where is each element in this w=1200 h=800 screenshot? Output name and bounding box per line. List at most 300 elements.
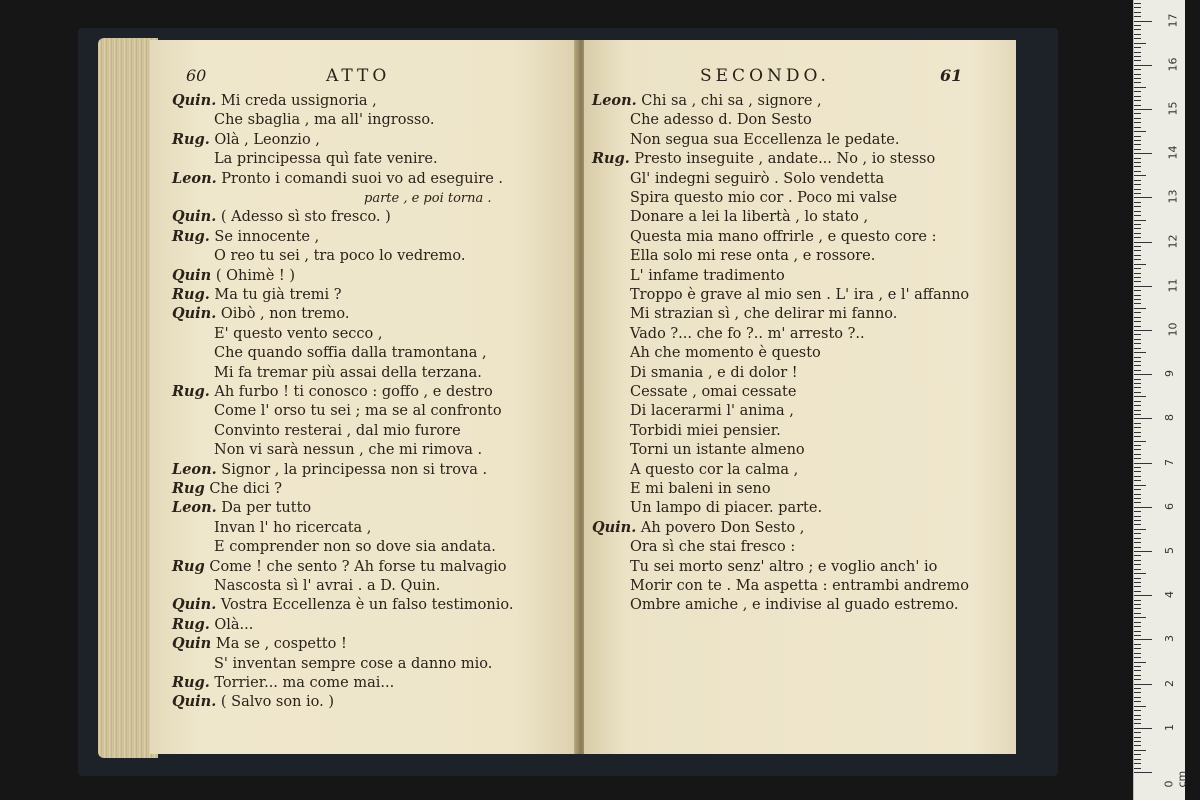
line-text: Pronto i comandi suoi vo ad eseguire . [221,170,503,187]
speaker-name: Quin. [172,208,217,226]
ruler-tick [1134,334,1141,335]
line-text: Ombre amiche , e indivise al guado estremo. [630,597,959,614]
right-page-number: 61 [940,66,963,85]
text-line [630,305,897,323]
speaker-name: Rug [172,557,205,575]
text-line [630,422,781,440]
line-text: Torrier... ma come mai... [214,675,395,691]
ruler-tick [1134,321,1141,322]
ruler-tick [1134,16,1141,17]
ruler-tick [1134,343,1141,344]
line-text: Oibò , non tremo. [220,306,350,323]
ruler-tick [1134,387,1141,388]
ruler-tick [1134,719,1141,720]
ruler-tick [1134,365,1141,366]
ruler-tick [1134,56,1141,57]
ruler-tick [1134,476,1141,477]
speaker-name: Quin [172,635,212,653]
ruler-tick [1134,494,1141,495]
ruler-tick [1134,339,1141,340]
text-line [172,616,253,634]
speaker-name: Leon. [172,460,217,478]
ruler-tick [1134,237,1141,238]
ruler-tick [1134,348,1141,349]
ruler-tick [1134,65,1152,66]
ruler-tick [1134,582,1141,583]
line-text: Gl' indegni seguirò . Solo vendetta [630,170,885,187]
speaker-name: Leon. [172,499,217,517]
ruler-tick [1134,131,1146,132]
ruler-tick [1134,741,1141,742]
ruler-tick [1134,759,1141,760]
speaker-name: Quin [172,266,212,284]
line-text: S' inventan sempre cose a danno mio. [214,655,493,672]
ruler-tick [1134,441,1146,442]
ruler-tick [1134,524,1141,525]
line-text: Vado ?... che fo ?.. m' arresto ?.. [630,325,865,342]
ruler-tick [1134,710,1141,711]
speaker-name: Rug. [172,286,210,303]
ruler-tick [1134,449,1141,450]
ruler-label: 9 [1163,370,1176,378]
speaker-name: Quin. [172,596,217,614]
ruler-tick [1134,626,1141,627]
ruler-label: 7 [1163,458,1176,466]
ruler-tick [1134,379,1141,380]
ruler-tick [1134,3,1141,4]
ruler-label: 8 [1163,414,1176,422]
line-text: E' questo vento secco , [214,325,383,342]
ruler-tick [1134,206,1141,207]
line-text: Di lacerarmi l' anima , [630,403,794,420]
speaker-name: Rug. [592,150,630,168]
ruler-tick [1134,666,1141,667]
ruler-tick [1134,631,1141,632]
text-line [630,286,969,304]
text-line [630,189,897,207]
ruler-tick [1134,74,1141,75]
ruler-tick [1134,463,1152,464]
ruler-label: 4 [1163,591,1176,599]
line-text: Ora sì che stai fresco : [630,539,796,556]
ruler-tick [1134,140,1141,141]
ruler-tick [1134,728,1152,729]
ruler-tick [1134,273,1141,274]
text-line [214,150,438,168]
ruler-tick [1134,299,1141,300]
ruler-tick [1134,688,1141,689]
text-line [630,247,875,265]
ruler-tick [1134,352,1146,353]
ruler-tick [1134,595,1152,596]
text-line [172,131,320,149]
line-text: Ma se , cospetto ! [215,636,347,653]
ruler-tick [1134,662,1146,663]
text-line [592,519,804,537]
ruler-tick [1134,91,1141,92]
text-line [630,499,822,517]
ruler-tick [1134,308,1146,309]
ruler-tick [1134,750,1146,751]
ruler-tick [1134,445,1141,446]
ruler-tick [1134,242,1152,243]
text-line [214,247,465,265]
speaker-name: Quin. [172,693,217,711]
ruler-tick [1134,635,1141,636]
speaker-name: Rug. [172,227,210,245]
measurement-ruler [1133,0,1189,800]
ruler-tick [1134,286,1152,287]
line-text: E mi baleni in seno [630,481,771,497]
line-text: Olà... [214,616,254,633]
text-line [630,402,794,420]
ruler-tick [1134,657,1141,658]
text-line [630,228,936,246]
ruler-tick [1134,361,1141,362]
text-line [172,693,334,711]
ruler-label: 2 [1163,679,1176,687]
line-text: Cessate , omai cessate [630,384,797,400]
ruler-tick [1134,423,1141,424]
ruler-tick [1134,69,1141,70]
line-text: Convinto resterai , dal mio furore [214,422,461,439]
text-line [630,131,899,149]
ruler-tick [1134,370,1141,371]
ruler-tick [1134,684,1152,685]
text-line [630,480,771,498]
text-line [172,499,311,517]
ruler-tick [1134,471,1141,472]
text-line [214,422,461,440]
line-text: Signor , la principessa non si trova . [221,461,488,478]
ruler-tick [1134,149,1141,150]
line-text: Spira questo mio cor . Poco mi valse [630,190,898,206]
ruler-tick [1134,507,1152,508]
line-text: parte , e poi torna . [364,191,492,206]
text-line [172,170,503,188]
right-page [584,40,1016,754]
line-text: Se innocente , [214,228,320,245]
ruler-tick [1134,600,1141,601]
text-line [172,305,349,323]
ruler-tick [1134,144,1141,145]
ruler-tick [1134,586,1141,587]
ruler-label: 14 [1166,145,1180,160]
ruler-label: 3 [1163,635,1176,643]
line-text: Da per tutto [221,500,312,517]
speaker-name: Leon. [172,169,217,187]
line-text: Questa mia mano offrirle , e questo core : [630,228,937,245]
line-text: L' infame tradimento [630,267,785,284]
ruler-tick [1134,644,1141,645]
left-running-header: ATTO [326,66,391,86]
text-line [364,189,492,208]
right-running-header: SECONDO. [700,66,830,86]
ruler-tick [1134,295,1141,296]
text-line [630,558,937,576]
ruler-tick [1134,29,1141,30]
line-text: Come l' orso tu sei ; ma se al confronto [214,403,502,420]
ruler-tick [1134,215,1141,216]
ruler-tick [1134,193,1141,194]
ruler-tick [1134,653,1141,654]
line-text: Ah povero Don Sesto , [640,519,805,536]
text-line [214,655,492,673]
ruler-label: 11 [1166,278,1180,293]
ruler-tick [1134,392,1141,393]
text-line [214,364,482,382]
ruler-tick [1134,511,1141,512]
text-line [172,208,391,226]
line-text: ( Adesso sì sto fresco. ) [220,209,391,226]
ruler-tick [1134,197,1152,198]
ruler-tick [1134,34,1141,35]
ruler-label: 5 [1163,547,1176,554]
ruler-tick [1134,502,1141,503]
line-text: Che sbaglia , ma all' ingrosso. [214,112,435,129]
ruler-tick [1134,127,1141,128]
ruler-tick [1134,648,1141,649]
text-line [630,170,884,188]
ruler-label: 15 [1166,101,1180,116]
ruler-tick [1134,715,1141,716]
line-text: Chi sa , chi sa , signore , [641,93,822,109]
ruler-tick [1134,551,1152,552]
line-text: Ma tu già tremi ? [214,287,342,303]
ruler-tick [1134,189,1141,190]
ruler-tick [1134,608,1141,609]
ruler-tick [1134,578,1141,579]
ruler-tick [1134,211,1141,212]
text-line [214,538,496,556]
ruler-label: 12 [1166,234,1180,249]
text-line [630,364,798,382]
ruler-tick [1134,604,1141,605]
ruler-tick [1134,737,1141,738]
line-text: Non vi sarà nessun , che mi rimova . [214,442,483,459]
line-text: Presto inseguite , andate... No , io stesso [634,151,936,168]
line-text: E comprender non so dove sia andata. [214,539,496,556]
ruler-tick [1134,560,1141,561]
ruler-tick [1134,184,1141,185]
ruler-tick [1134,290,1141,291]
line-text: Ella solo mi rese onta , e rossore. [630,248,876,265]
ruler-tick [1134,326,1141,327]
ruler-label: 0 cm [1162,770,1189,788]
ruler-tick [1134,569,1141,570]
speaker-name: Quin. [172,305,217,323]
ruler-tick [1134,564,1141,565]
text-line [214,402,502,420]
text-line [214,441,482,459]
line-text: ( Ohimè ! ) [215,267,296,284]
speaker-name: Rug. [172,383,210,400]
text-line [630,267,785,285]
ruler-tick [1134,105,1141,106]
line-text: O reo tu sei , tra poco lo vedremo. [214,248,466,265]
ruler-tick [1134,591,1141,592]
line-text: Invan l' ho ricercata , [214,519,372,536]
ruler-tick [1134,52,1141,53]
ruler-tick [1134,96,1141,97]
text-line [214,519,371,537]
speaker-name: Rug. [172,674,210,691]
ruler-tick [1134,162,1141,163]
ruler-tick [1134,60,1141,61]
line-text: Che quando soffia dalla tramontana , [214,345,487,362]
ruler-tick [1134,255,1141,256]
ruler-tick [1134,697,1141,698]
ruler-tick [1134,153,1152,154]
line-text: Ah che momento è questo [630,345,821,362]
text-line [172,461,487,479]
ruler-tick [1134,401,1141,402]
ruler-tick [1134,246,1141,247]
ruler-tick [1134,158,1141,159]
ruler-tick [1134,100,1141,101]
ruler-tick [1134,414,1141,415]
ruler-label: 17 [1166,13,1180,28]
ruler-tick [1134,118,1141,119]
ruler-tick [1134,547,1141,548]
line-text: ( Salvo son io. ) [220,694,335,711]
ruler-tick [1134,12,1141,13]
ruler-tick [1134,180,1141,181]
ruler-label: 6 [1163,502,1176,510]
ruler-tick [1134,122,1141,123]
line-text: Morir con te . Ma aspetta : entrambi andremo [630,578,970,594]
speaker-name: Leon. [592,92,637,109]
line-text: La principessa quì fate venire. [214,151,438,168]
ruler-tick [1134,732,1141,733]
text-line [172,92,377,110]
ruler-label: 13 [1166,189,1180,204]
text-line [214,344,487,362]
ruler-tick [1134,317,1141,318]
ruler-tick [1134,228,1141,229]
ruler-tick [1134,175,1146,176]
text-line [214,577,440,595]
text-line [172,596,513,614]
line-text: Mi strazian sì , che delirar mi fanno. [630,306,898,323]
ruler-tick [1134,745,1141,746]
ruler-tick [1134,357,1141,358]
ruler-tick [1134,675,1141,676]
line-text: Che adesso d. Don Sesto [630,112,812,129]
ruler-tick [1134,533,1141,534]
text-line [630,111,812,129]
speaker-name: Quin. [592,518,637,536]
ruler-tick [1134,573,1146,574]
line-text: Un lampo di piacer. parte. [630,500,823,517]
ruler-tick [1134,480,1141,481]
ruler-tick [1134,670,1141,671]
speaker-name: Rug. [172,130,210,148]
ruler-tick [1134,233,1141,234]
ruler-tick [1134,458,1141,459]
ruler-tick [1134,520,1141,521]
line-text: Tu sei morto senz' altro ; e voglio anch' io [630,558,938,575]
ruler-tick [1134,224,1141,225]
ruler-tick [1134,622,1141,623]
ruler-tick [1134,109,1152,110]
text-line [172,558,506,576]
ruler-tick [1134,706,1146,707]
ruler-tick [1134,723,1141,724]
ruler-tick [1134,754,1141,755]
ruler-tick [1134,432,1141,433]
ruler-tick [1134,768,1141,769]
ruler-tick [1134,701,1141,702]
text-line [172,286,342,304]
ruler-tick [1134,136,1141,137]
ruler-tick [1134,82,1141,83]
left-page [150,40,578,754]
line-text: Di smania , e di dolor ! [630,364,798,381]
ruler-tick [1134,268,1141,269]
text-line [172,480,282,498]
ruler-tick [1134,47,1141,48]
ruler-tick [1134,21,1152,22]
text-line [630,383,796,401]
text-line [592,92,822,110]
ruler-tick [1134,529,1146,530]
text-line [172,635,347,653]
ruler-tick [1134,489,1141,490]
ruler-tick [1134,43,1146,44]
ruler-tick [1134,113,1141,114]
line-text: Ah furbo ! ti conosco : goffo , e destro [214,384,493,400]
speaker-name: Rug [172,480,205,497]
ruler-tick [1134,498,1141,499]
ruler-tick [1134,555,1141,556]
ruler-tick [1134,516,1141,517]
ruler-tick [1134,374,1152,375]
ruler-tick [1134,330,1152,331]
ruler-tick [1134,763,1141,764]
ruler-tick [1134,467,1141,468]
ruler-tick [1134,166,1141,167]
line-text: Olà , Leonzio , [214,131,320,148]
text-line [630,441,805,459]
line-text: Come ! che sento ? Ah forse tu malvagio [209,558,507,575]
ruler-tick [1134,303,1141,304]
text-line [630,577,969,595]
line-text: Vostra Eccellenza è un falso testimonio. [220,597,514,614]
ruler-tick [1134,250,1141,251]
text-line [630,325,865,343]
ruler-label: 16 [1166,57,1180,72]
left-page-number: 60 [186,66,207,85]
text-line [592,150,935,168]
line-text: Mi fa tremar più assai della terzana. [214,364,482,381]
ruler-tick [1134,410,1141,411]
ruler-tick [1134,542,1141,543]
ruler-label: 1 [1163,723,1176,731]
text-line [630,538,795,556]
text-line [172,383,493,401]
ruler-tick [1134,87,1146,88]
line-text: Troppo è grave al mio sen . L' ira , e l' affanno [630,287,970,303]
text-line [214,325,382,343]
text-line [630,461,798,479]
ruler-tick [1134,396,1146,397]
ruler-tick [1134,427,1141,428]
line-text: Che dici ? [209,481,283,497]
ruler-tick [1134,277,1141,278]
line-text: Mi creda ussignoria , [220,93,377,109]
ruler-tick [1134,7,1141,8]
